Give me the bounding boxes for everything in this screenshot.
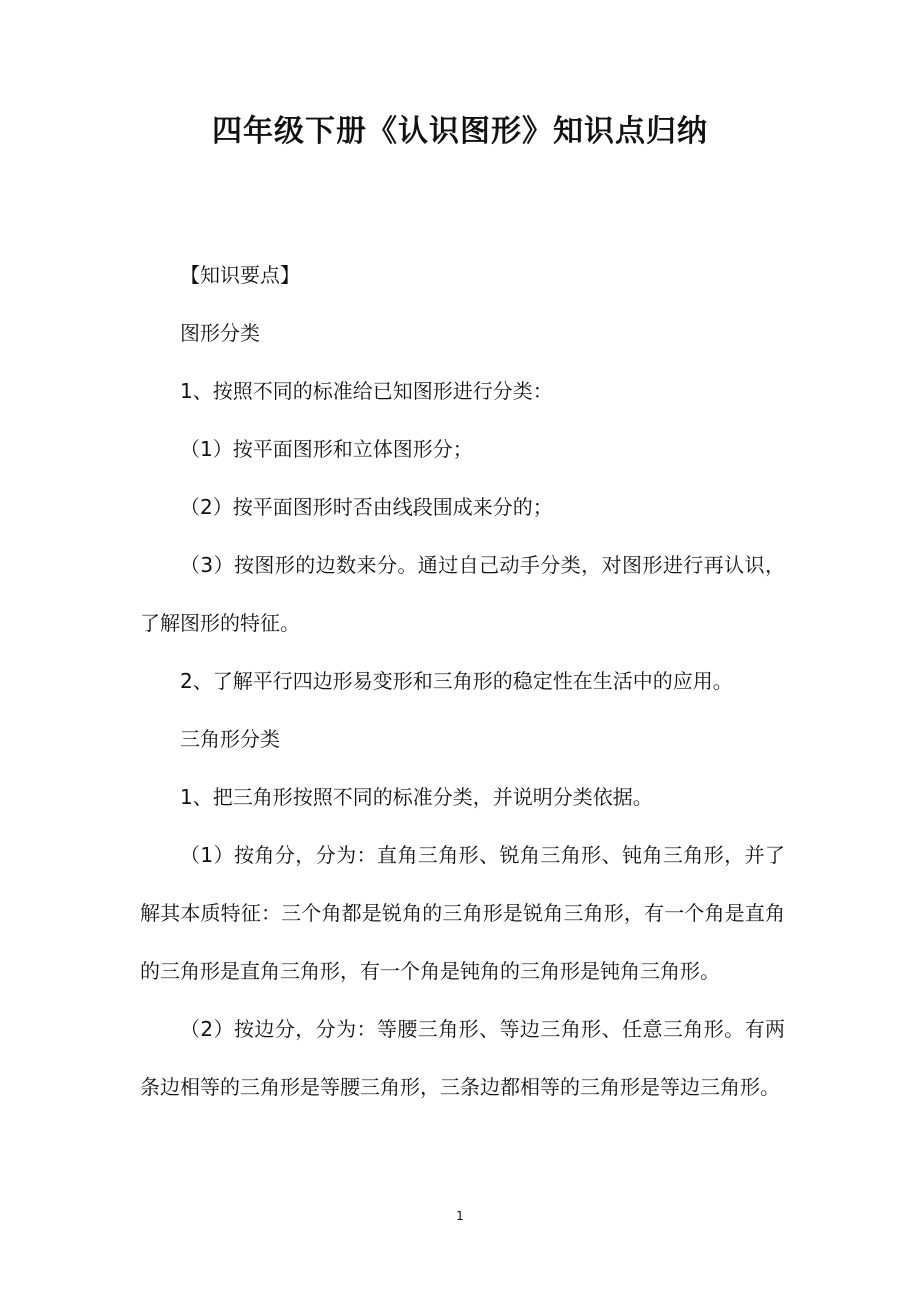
paragraph: （2）按平面图形时否由线段围成来分的； bbox=[180, 495, 553, 519]
section-heading-shape-classification: 图形分类 bbox=[180, 321, 260, 345]
document-title: 四年级下册《认识图形》知识点归纳 bbox=[212, 114, 708, 149]
paragraph: （3）按图形的边数来分。通过自己动手分类，对图形进行再认识，了解图形的特征。 bbox=[140, 553, 785, 635]
paragraph: （2）按边分，分为：等腰三角形、等边三角形、任意三角形。有两条边相等的三角形是等腰三角形，三条边都相等的三角形是等边三角形。 bbox=[140, 1017, 785, 1099]
paragraph: 1、按照不同的标准给已知图形进行分类： bbox=[180, 379, 553, 403]
page-number: 1 bbox=[456, 1209, 464, 1223]
paragraph: 1、把三角形按照不同的标准分类，并说明分类依据。 bbox=[180, 785, 653, 809]
section-heading-triangle-classification: 三角形分类 bbox=[180, 727, 280, 751]
section-label-knowledge-points: 【知识要点】 bbox=[180, 263, 300, 287]
paragraph: （1）按平面图形和立体图形分； bbox=[180, 437, 473, 461]
paragraph: （1）按角分，分为：直角三角形、锐角三角形、钝角三角形，并了解其本质特征：三个角都是锐角的三角形是锐角三角形，有一个角是直角的三角形是直角三角形，有一个角是钝角的三角形是钝角三角形。 bbox=[140, 843, 785, 983]
document-body bbox=[140, 246, 785, 1116]
paragraph: 2、了解平行四边形易变形和三角形的稳定性在生活中的应用。 bbox=[180, 669, 733, 693]
